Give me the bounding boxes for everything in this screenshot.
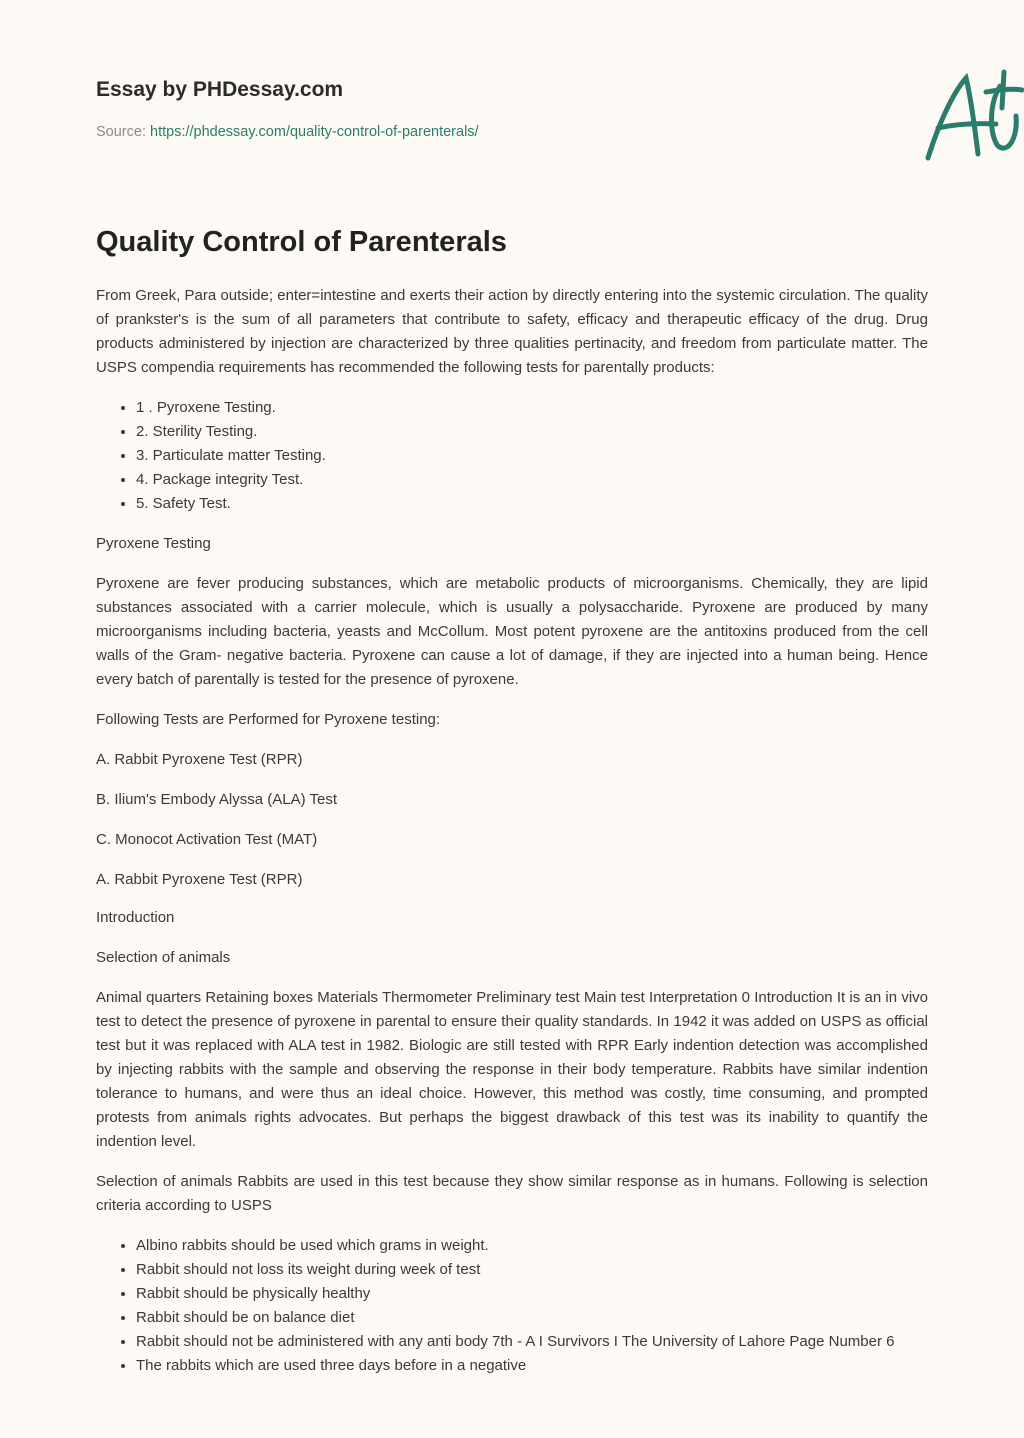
- text-line: A. Rabbit Pyroxene Test (RPR): [96, 871, 303, 888]
- text-line: Following Tests are Performed for Pyroxene testing:: [96, 711, 441, 728]
- a-plus-logo-icon: [916, 66, 1024, 166]
- text-line: C. Monocot Activation Test (MAT): [96, 831, 318, 848]
- list-item: • Rabbit should not be administered with any anti body 7th - A I Survivors I The University of Lahore Page Number 6: [136, 1330, 928, 1354]
- list-item: • 4. Package integrity Test.: [136, 468, 928, 492]
- list-item: • Rabbit should not loss its weight during week of test: [136, 1258, 928, 1282]
- source-link[interactable]: https://phdessay.com/quality-control-of-parenterals/: [150, 124, 479, 140]
- list-item: • 1 . Pyroxene Testing.: [136, 396, 928, 420]
- essay-title: Quality Control of Parenterals: [96, 226, 507, 258]
- text-line: B. Ilium's Embody Alyssa (ALA) Test: [96, 791, 338, 808]
- source-label: Source:: [96, 124, 146, 140]
- list-item: • Rabbit should be on balance diet: [136, 1306, 928, 1330]
- text-line: A. Rabbit Pyroxene Test (RPR): [96, 751, 303, 768]
- list-item: • The rabbits which are used three days before in a negative: [136, 1354, 928, 1378]
- pyroxene-paragraph: Pyroxene are fever producing substances, which are metabolic products of microorganisms. Chemically, they are lipid substances associated with a carrier molecule, which is usually a polysaccharide. Pyroxene are produced by many microorganisms including bacteria, yeasts and McCollum. Most potent pyroxene are the antitoxins produced from the cell walls of the Gram- negative bacteria. Pyroxene can cause a lot of damage, if they are injected into a human being. Hence every batch of parentally is tested for the presence of pyroxene.: [96, 575, 928, 688]
- list-item: • 5. Safety Test.: [136, 492, 928, 516]
- selection-paragraph: Selection of animals Rabbits are used in this test because they show similar response as in humans. Following is selection criteria according to USPS: [96, 1173, 928, 1214]
- source-line: [96, 124, 479, 140]
- intro-paragraph: From Greek, Para outside; enter=intestine and exerts their action by directly entering into the systemic circulation. The quality of prankster's is the sum of all parameters that contribute to safety, efficacy and therapeutic efficacy of the drug. Drug products administered by injection are characterized by three qualities pertinacity, and freedom from particulate matter. The USPS compendia requirements has recommended the following tests for parentally products:: [96, 287, 928, 376]
- text-line: Selection of animals: [96, 949, 231, 966]
- list-item: • Albino rabbits should be used which grams in weight.: [136, 1234, 928, 1258]
- list-item: • Rabbit should be physically healthy: [136, 1282, 928, 1306]
- essay-body: [96, 284, 928, 1394]
- criteria-list: [96, 1234, 928, 1378]
- brand-title: Essay by PHDessay.com: [96, 78, 344, 101]
- tests-list: [96, 396, 928, 516]
- animal-paragraph: Animal quarters Retaining boxes Materials Thermometer Preliminary test Main test Interpretation 0 Introduction It is an in vivo test to detect the presence of pyroxene in parental to ensure their quality standards. In 1942 it was added on USPS as official test but it was replaced with ALA test in 1982. Biologic are still tested with RPR Early indention detection was accomplished by injecting rabbits with the sample and observing the response in their body temperature. Rabbits have similar indention tolerance to humans, and were thus an ideal choice. However, this method was costly, time consuming, and prompted protests from animals rights advocates. But perhaps the biggest drawback of this test was its inability to quantify the indention level.: [96, 989, 928, 1150]
- list-item: • 2. Sterility Testing.: [136, 420, 928, 444]
- section-heading: Pyroxene Testing: [96, 535, 211, 552]
- list-item: • 3. Particulate matter Testing.: [136, 444, 928, 468]
- text-line: Introduction: [96, 909, 175, 926]
